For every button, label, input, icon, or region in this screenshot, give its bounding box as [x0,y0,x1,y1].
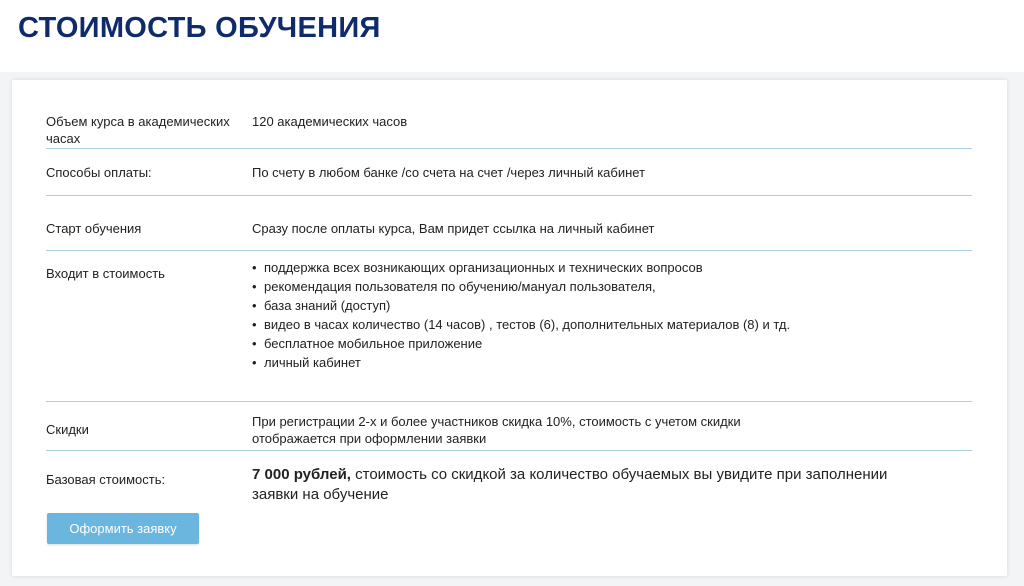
page-title: СТОИМОСТЬ ОБУЧЕНИЯ [18,12,381,44]
price-note: стоимость со скидкой за количество обучаемых вы увидите при заполнении заявки на обучение [252,466,888,503]
price-text [252,465,892,505]
price-amount: 7 000 рублей, [252,466,351,483]
row-divider [46,450,972,451]
row-label: Объем курса в академических часах [46,114,230,146]
list-item: • бесплатное мобильное приложение [252,334,952,353]
pricing-card [12,80,1007,576]
header-bar [0,0,1024,72]
row-value: Сразу после оплаты курса, Вам придет ссылка на личный кабинет [252,221,655,236]
row-label: Старт обучения [46,221,142,236]
list-item: • рекомендация пользователя по обучению/мануал пользователя, [252,277,952,296]
apply-button[interactable]: Оформить заявку [47,513,199,544]
list-item: • видео в часах количество (14 часов) , тестов (6), дополнительных материалов (8) и тд. [252,315,952,334]
row-value: При регистрации 2-х и более участников скидка 10%, стоимость с учетом скидки отображается при оформлении заявки [252,414,741,446]
row-divider [46,195,972,196]
list-item: • поддержка всех возникающих организационных и технических вопросов [252,258,952,277]
row-divider [46,148,972,149]
list-item: • личный кабинет [252,353,952,372]
row-divider [46,250,972,251]
row-label: Базовая стоимость: [46,472,166,487]
row-label: Входит в стоимость [46,266,165,281]
list-item: • база знаний (доступ) [252,296,952,315]
row-label: Способы оплаты: [46,165,152,180]
row-divider [46,401,972,402]
row-value: По счету в любом банке /со счета на счет /через личный кабинет [252,165,646,180]
row-label: Скидки [46,422,89,437]
included-list [252,258,952,372]
row-value: 120 академических часов [252,114,408,129]
